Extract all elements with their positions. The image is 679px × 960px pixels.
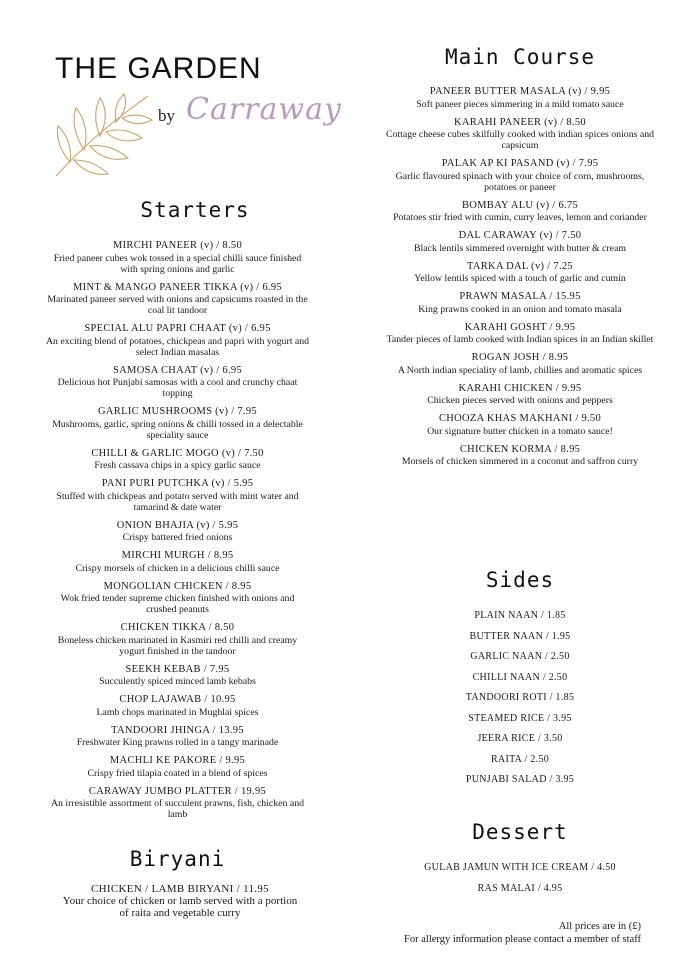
item-name: GARLIC MUSHROOMS (v) / 7.95 xyxy=(98,406,257,417)
item-name: SPECIAL ALU PAPRI CHAAT (v) / 6.95 xyxy=(84,323,271,334)
menu-item xyxy=(385,322,655,346)
menu-item xyxy=(385,158,655,193)
item-description: Morsels of chicken simmered in a coconut and saffron curry xyxy=(401,456,639,467)
menu-item xyxy=(385,413,655,437)
dessert-heading: Dessert xyxy=(472,820,568,844)
menu-item xyxy=(45,786,310,821)
menu-item xyxy=(45,581,310,616)
item-name: ROGAN JOSH / 8.95 xyxy=(471,352,569,363)
item-description: Crispy fried tilapia coated in a blend of spices xyxy=(87,767,268,779)
side-item: BUTTER NAAN / 1.95 xyxy=(469,630,571,642)
item-description: Boneless chicken marinated in Kasmiri red chilli and creamy yogurt finished in the tandoor xyxy=(57,634,298,657)
starters-heading: Starters xyxy=(140,198,250,222)
item-name: CHOP LAJAWAB / 10.95 xyxy=(119,694,236,705)
item-name: MIRCHI MURGH / 8.95 xyxy=(121,550,234,561)
item-description: Garlic flavoured spinach with your choice of corn, mushrooms, potatoes or paneer xyxy=(395,170,645,193)
main-course-list xyxy=(385,86,655,474)
biryani-item xyxy=(60,883,300,919)
item-description: Delicious hot Punjabi samosas with a cool and crunchy chaat topping xyxy=(57,377,298,399)
menu-item xyxy=(45,365,310,400)
item-name: ONION BHAJIA (v) / 5.95 xyxy=(116,519,239,531)
menu-item xyxy=(385,383,655,407)
item-description: Tander pieces of lamb cooked with Indian spices in an Indian skillet xyxy=(386,334,654,345)
item-name: CARAWAY JUMBO PLATTER / 19.95 xyxy=(88,785,267,797)
sides-heading: Sides xyxy=(485,568,555,592)
item-description: An exciting blend of potatoes, chickpeas and papri with yogurt and select Indian masalas xyxy=(45,335,310,358)
item-description: Fresh cassava chips in a spicy garlic sauce xyxy=(94,460,261,471)
item-description: Potatoes stir fried with cumin, curry leaves, lemon and coriander xyxy=(393,212,647,223)
main-course-heading: Main Course xyxy=(444,45,596,69)
item-description: Black lentils simmered overnight with butter & cream xyxy=(414,242,626,254)
side-item: TANDOORI ROTI / 1.85 xyxy=(465,692,575,703)
menu-item xyxy=(45,520,310,544)
menu-item xyxy=(45,725,310,749)
item-name: DAL CARAWAY (v) / 7.50 xyxy=(458,230,582,241)
item-description: Stuffed with chickpeas and potato served with mint water and tamarind & date water xyxy=(56,490,299,513)
item-description: Wok fried tender supreme chicken finished with onions and crushed peanuts xyxy=(60,593,295,615)
dessert-item: RAS MALAI / 4.95 xyxy=(477,882,563,894)
item-name: MONGOLIAN CHICKEN / 8.95 xyxy=(103,580,252,592)
by-label: by xyxy=(158,106,175,125)
side-item: STEAMED RICE / 3.95 xyxy=(468,712,572,724)
menu-item xyxy=(45,240,310,275)
item-name: SEEKH KEBAB / 7.95 xyxy=(125,663,230,675)
biryani-heading: Biryani xyxy=(129,847,226,871)
starters-list xyxy=(45,240,310,827)
menu-item xyxy=(385,117,655,152)
menu-item xyxy=(45,282,310,317)
menu-item xyxy=(385,200,655,224)
item-description: Marinated paneer served with onions and capsicums roasted in the coal lit tandoor xyxy=(47,294,308,316)
menu-item xyxy=(45,406,310,441)
item-description: Yellow lentils spiced with a touch of garlic and cumin xyxy=(414,273,626,284)
item-name: PANEER BUTTER MASALA (v) / 9.95 xyxy=(429,86,611,97)
item-name: KARAHI GOSHT / 9.95 xyxy=(464,321,576,333)
prices-note: All prices are in (£) xyxy=(558,921,641,932)
menu-item xyxy=(45,694,310,718)
menu-item xyxy=(385,291,655,315)
item-description: Cottage cheese cubes skilfully cooked with indian spices onions and capsicum xyxy=(386,129,654,151)
menu-item xyxy=(45,478,310,513)
menu-item xyxy=(45,323,310,358)
dessert-item: GULAB JAMUN WITH ICE CREAM / 4.50 xyxy=(424,862,616,873)
item-name: PANI PURI PUTCHKA (v) / 5.95 xyxy=(101,478,254,489)
item-name: CHICKEN / LAMB BIRYANI / 11.95 xyxy=(91,883,269,895)
menu-item xyxy=(45,448,310,472)
item-description: An irresistible assortment of succulent prawns, fish, chicken and lamb xyxy=(50,798,305,820)
item-description: Soft paneer pieces simmering in a mild tomato sauce xyxy=(416,98,624,110)
menu-item xyxy=(385,261,655,285)
item-name: MACHLI KE PAKORE / 9.95 xyxy=(109,755,246,766)
item-description: A North indian speciality of lamb, chillies and aromatic spices xyxy=(397,364,643,376)
side-item: PLAIN NAAN / 1.85 xyxy=(474,610,566,621)
leaf-logo-icon xyxy=(48,90,158,180)
item-name: TANDOORI JHINGA / 13.95 xyxy=(111,724,244,736)
item-name: TARKA DAL (v) / 7.25 xyxy=(467,260,573,272)
brand-logo-text: Carraway xyxy=(186,92,342,127)
item-name: CHILLI & GARLIC MOGO (v) / 7.50 xyxy=(91,447,264,459)
item-description: Mushrooms, garlic, spring onions & chilli tossed in a delectable speciality sauce xyxy=(52,418,303,441)
side-item: JEERA RICE / 3.50 xyxy=(477,733,563,744)
item-description: Freshwater King prawns rolled in a tangy marinade xyxy=(76,737,279,748)
menu-item xyxy=(385,352,655,376)
item-name: CHOOZA KHAS MAKHANI / 9.50 xyxy=(438,413,602,424)
item-description: Your choice of chicken or lamb served with a portion of raita and vegetable curry xyxy=(62,895,298,919)
item-name: CHICKEN TIKKA / 8.50 xyxy=(120,622,235,633)
item-description: King prawns cooked in an onion and tomato masala xyxy=(418,303,622,315)
item-description: Chicken pieces served with onions and peppers xyxy=(427,395,613,406)
item-name: PRAWN MASALA / 15.95 xyxy=(459,291,581,302)
item-description: Crispy battered fried onions xyxy=(122,532,233,543)
menu-item xyxy=(385,86,655,110)
menu-item xyxy=(45,622,310,657)
item-name: KARAHI CHICKEN / 9.95 xyxy=(458,382,582,394)
item-name: BOMBAY ALU (v) / 6.75 xyxy=(461,199,579,211)
dessert-list xyxy=(385,862,655,903)
side-item: GARLIC NAAN / 2.50 xyxy=(470,651,570,662)
side-item: RAITA / 2.50 xyxy=(490,753,550,765)
menu-item xyxy=(45,664,310,688)
item-name: PALAK AP KI PASAND (v) / 7.95 xyxy=(441,158,599,169)
item-name: MIRCHI PANEER (v) / 8.50 xyxy=(112,240,243,251)
footer-note xyxy=(404,921,641,946)
item-description: Our signature butter chicken in a tomato sauce! xyxy=(427,425,613,437)
side-item: PUNJABI SALAD / 3.95 xyxy=(465,774,575,785)
item-name: MINT & MANGO PANEER TIKKA (v) / 6.95 xyxy=(73,281,282,293)
item-description: Succulently spiced minced lamb kebabs xyxy=(99,676,256,687)
item-description: Lamb chops marinated in Mughlai spices xyxy=(96,706,259,718)
side-item: CHILLI NAAN / 2.50 xyxy=(472,671,568,683)
item-description: Fried paneer cubes wok tossed in a special chilli sauce finished with spring onions and garlic xyxy=(53,252,302,275)
sides-list xyxy=(385,610,655,795)
menu-item xyxy=(45,755,310,779)
restaurant-title: THE GARDEN xyxy=(55,52,262,85)
allergy-note: For allergy information please contact a member of staff xyxy=(404,933,641,945)
item-name: CHICKEN KORMA / 8.95 xyxy=(459,443,581,455)
menu-item xyxy=(45,550,310,574)
item-name: SAMOSA CHAAT (v) / 6.95 xyxy=(113,364,242,376)
item-name: KARAHI PANEER (v) / 8.50 xyxy=(454,116,586,128)
menu-item xyxy=(385,444,655,468)
menu-item xyxy=(385,230,655,254)
item-description: Crispy morsels of chicken in a delicious chilli sauce xyxy=(75,562,280,574)
